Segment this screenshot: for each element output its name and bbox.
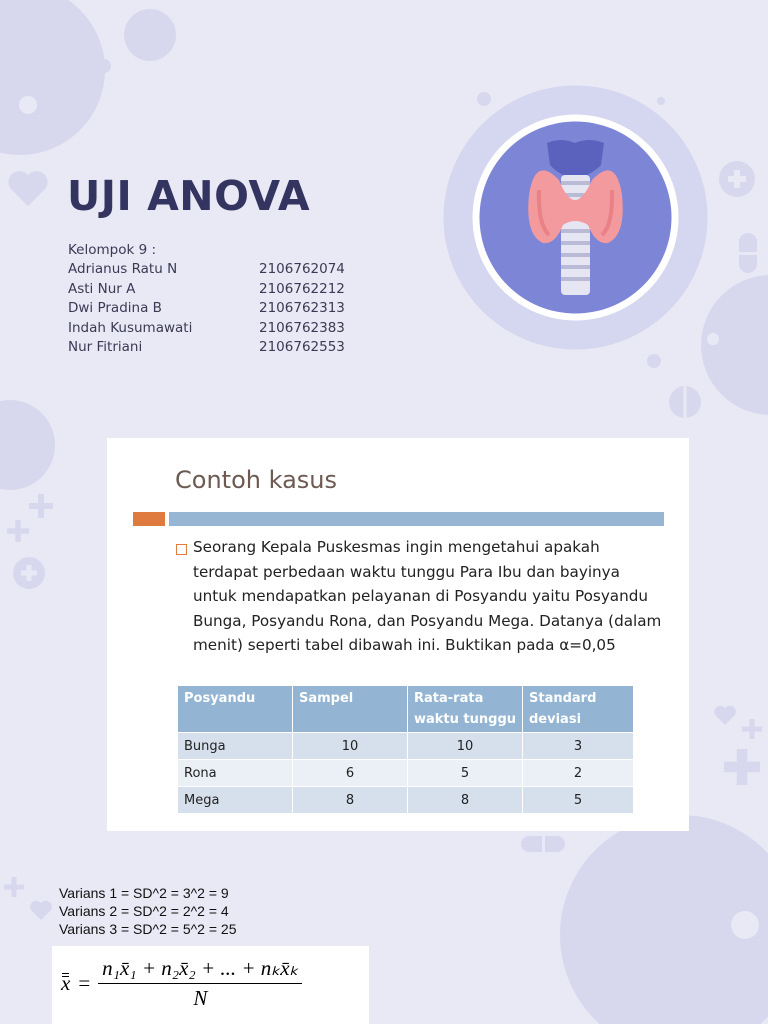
member-row: [68, 280, 345, 299]
formula-numerator: n₁x̄₁ + n₂x̄₂ + ... + nₖx̄ₖ: [98, 956, 302, 984]
equals-sign: =: [78, 971, 91, 995]
page-title: UJI ANOVA: [67, 172, 311, 220]
member-nim: 2106762383: [259, 319, 345, 336]
column-header: Posyandu: [178, 686, 293, 733]
title-underline-bar: [169, 512, 664, 526]
plus-icon: [4, 877, 24, 897]
table-cell: 8: [408, 787, 523, 814]
plus-icon: [13, 557, 45, 589]
formula-fraction: [98, 956, 302, 1011]
member-nim: 2106762313: [259, 300, 345, 317]
column-header: Sampel: [293, 686, 408, 733]
member-name: Nur Fitriani: [68, 339, 143, 356]
variance-line: Varians 2 = SD^2 = 2^2 = 4: [59, 903, 229, 919]
slide-title: Contoh kasus: [175, 466, 337, 494]
table-row: [178, 733, 634, 760]
table-cell: 10: [293, 733, 408, 760]
pill-icon: [669, 386, 701, 418]
posyandu-table: [178, 686, 634, 813]
plus-icon: [29, 494, 53, 518]
member-nim: 2106762212: [259, 280, 345, 297]
column-header: Standard deviasi: [523, 686, 634, 733]
member-name: Adrianus Ratu N: [68, 261, 178, 278]
case-description: Seorang Kepala Puskesmas ingin mengetahui apakah terdapat perbedaan waktu tunggu Para Ibu dan bayinya untuk mendapatkan pelayanan di Posyandu yaitu Posyandu Bunga, Posyandu Rona, dan Posyandu Mega. Datanya (dalam menit) seperti tabel dibawah ini. Buktikan pada α=0,05: [193, 538, 662, 655]
variance-line: Varians 1 = SD^2 = 3^2 = 9: [59, 885, 229, 901]
table-cell: 8: [293, 787, 408, 814]
table-cell: 3: [523, 733, 634, 760]
member-row: [68, 319, 345, 338]
variance-line: Varians 3 = SD^2 = 5^2 = 25: [59, 921, 237, 937]
table-cell: 2: [523, 760, 634, 787]
plus-icon: [724, 749, 760, 785]
case-slide: [107, 438, 689, 831]
formula-denominator: N: [193, 986, 208, 1010]
member-row: [68, 260, 345, 279]
title-accent-bar: [133, 512, 165, 526]
member-name: Indah Kusumawati: [68, 319, 193, 336]
table-cell: Rona: [178, 760, 293, 787]
formula-lhs: x: [61, 971, 71, 995]
member-nim: 2106762553: [259, 339, 345, 356]
grand-mean-formula: [52, 946, 369, 1024]
table-cell: Mega: [178, 787, 293, 814]
plus-icon: [7, 520, 29, 542]
heart-icon: [6, 168, 50, 208]
plus-icon: [742, 719, 762, 739]
table-row: [178, 760, 634, 787]
table-cell: 10: [408, 733, 523, 760]
table-row: [178, 787, 634, 814]
table-cell: 6: [293, 760, 408, 787]
group-label: Kelompok 9 :: [68, 242, 157, 258]
member-row: [68, 338, 345, 357]
formula-expression: [61, 956, 302, 1011]
table-cell: Bunga: [178, 733, 293, 760]
table-cell: 5: [408, 760, 523, 787]
member-nim: 2106762074: [259, 261, 345, 278]
member-row: [68, 299, 345, 318]
table-cell: 5: [523, 787, 634, 814]
group-members: [68, 241, 345, 357]
bullet-icon: [176, 544, 187, 555]
variance-list: [59, 884, 237, 938]
heart-icon: [712, 704, 738, 726]
column-header: Rata-rata waktu tunggu: [408, 686, 523, 733]
plus-icon: [719, 161, 755, 197]
member-name: Asti Nur A: [68, 280, 136, 297]
pill-icon: [521, 836, 565, 852]
thyroid-illustration: [443, 85, 708, 350]
table-header-row: [178, 686, 634, 733]
pill-icon: [739, 233, 757, 273]
member-name: Dwi Pradina B: [68, 300, 162, 317]
heart-icon: [29, 899, 53, 921]
